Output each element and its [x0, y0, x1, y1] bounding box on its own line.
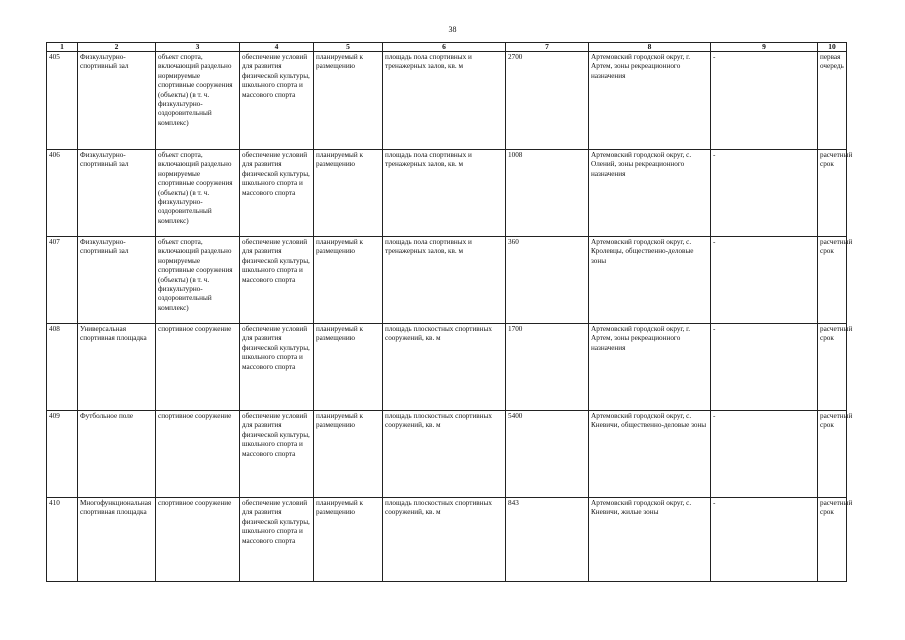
- object-zone: -: [711, 411, 818, 498]
- row-number: 406: [47, 150, 78, 237]
- table-row: [47, 150, 847, 237]
- table-row: [47, 52, 847, 150]
- row-number: 409: [47, 411, 78, 498]
- object-name: Физкультурно-спортивный зал: [78, 150, 156, 237]
- table-row: [47, 498, 847, 582]
- object-type: объект спорта, включающий раздельно нормируемые спортивные сооружения (объекты) (в т. ч. физкультурно-оздоровительный комплекс): [156, 150, 240, 237]
- object-location: Артемовский городской округ, с. Кневичи, жилые зоны: [589, 498, 711, 582]
- object-zone: -: [711, 150, 818, 237]
- column-header: 4: [240, 43, 314, 52]
- object-characteristic: площадь плоскостных спортивных сооружений, кв. м: [383, 411, 506, 498]
- object-term: расчетный срок: [818, 411, 847, 498]
- column-header: 1: [47, 43, 78, 52]
- object-location: Артемовский городской округ, с. Кневичи, общественно-деловые зоны: [589, 411, 711, 498]
- row-number: 410: [47, 498, 78, 582]
- object-status: планируемый к размещению: [314, 150, 383, 237]
- object-name: Физкультурно-спортивный зал: [78, 52, 156, 150]
- object-type: спортивное сооружение: [156, 498, 240, 582]
- object-term: расчетный срок: [818, 498, 847, 582]
- column-header: 2: [78, 43, 156, 52]
- column-header: 7: [506, 43, 589, 52]
- object-type: объект спорта, включающий раздельно нормируемые спортивные сооружения (объекты) (в т. ч. физкультурно-оздоровительный комплекс): [156, 237, 240, 324]
- object-status: планируемый к размещению: [314, 237, 383, 324]
- object-zone: -: [711, 498, 818, 582]
- object-status: планируемый к размещению: [314, 52, 383, 150]
- object-name: Многофункциональная спортивная площадка: [78, 498, 156, 582]
- column-header: 8: [589, 43, 711, 52]
- object-purpose: обеспечение условий для развития физической культуры, школьного спорта и массового спорта: [240, 52, 314, 150]
- object-type: спортивное сооружение: [156, 411, 240, 498]
- object-zone: -: [711, 324, 818, 411]
- object-term: первая очередь: [818, 52, 847, 150]
- object-type: объект спорта, включающий раздельно нормируемые спортивные сооружения (объекты) (в т. ч. физкультурно-оздоровительный комплекс): [156, 52, 240, 150]
- object-status: планируемый к размещению: [314, 324, 383, 411]
- object-purpose: обеспечение условий для развития физической культуры, школьного спорта и массового спорта: [240, 324, 314, 411]
- object-name: Физкультурно-спортивный зал: [78, 237, 156, 324]
- column-header: 6: [383, 43, 506, 52]
- column-number-row: [47, 43, 847, 52]
- object-term: расчетный срок: [818, 324, 847, 411]
- object-zone: -: [711, 237, 818, 324]
- page-number: 38: [448, 25, 457, 34]
- object-value: 2700: [506, 52, 589, 150]
- table-row: [47, 324, 847, 411]
- object-status: планируемый к размещению: [314, 411, 383, 498]
- object-characteristic: площадь плоскостных спортивных сооружений, кв. м: [383, 324, 506, 411]
- object-value: 5400: [506, 411, 589, 498]
- column-header: 5: [314, 43, 383, 52]
- object-value: 843: [506, 498, 589, 582]
- planned-objects-table: [46, 42, 853, 582]
- column-header: 9: [711, 43, 818, 52]
- object-characteristic: площадь пола спортивных и тренажерных залов, кв. м: [383, 150, 506, 237]
- object-location: Артемовский городской округ, г. Артем, зоны рекреационного назначения: [589, 324, 711, 411]
- object-purpose: обеспечение условий для развития физической культуры, школьного спорта и массового спорта: [240, 237, 314, 324]
- object-value: 360: [506, 237, 589, 324]
- object-value: 1700: [506, 324, 589, 411]
- row-number: 407: [47, 237, 78, 324]
- column-header: 10: [818, 43, 847, 52]
- object-purpose: обеспечение условий для развития физической культуры, школьного спорта и массового спорта: [240, 150, 314, 237]
- object-location: Артемовский городской округ, с. Олений, зоны рекреационного назначения: [589, 150, 711, 237]
- object-location: Артемовский городской округ, г. Артем, зоны рекреационного назначения: [589, 52, 711, 150]
- row-number: 405: [47, 52, 78, 150]
- column-header: 3: [156, 43, 240, 52]
- object-purpose: обеспечение условий для развития физической культуры, школьного спорта и массового спорта: [240, 411, 314, 498]
- object-name: Универсальная спортивная площадка: [78, 324, 156, 411]
- object-purpose: обеспечение условий для развития физической культуры, школьного спорта и массового спорта: [240, 498, 314, 582]
- object-type: спортивное сооружение: [156, 324, 240, 411]
- object-status: планируемый к размещению: [314, 498, 383, 582]
- object-value: 1008: [506, 150, 589, 237]
- object-name: Футбольное поле: [78, 411, 156, 498]
- object-zone: -: [711, 52, 818, 150]
- object-characteristic: площадь пола спортивных и тренажерных залов, кв. м: [383, 52, 506, 150]
- object-location: Артемовский городской округ, с. Кролевцы, общественно-деловые зоны: [589, 237, 711, 324]
- table-row: [47, 411, 847, 498]
- row-number: 408: [47, 324, 78, 411]
- object-term: расчетный срок: [818, 150, 847, 237]
- table-row: [47, 237, 847, 324]
- object-characteristic: площадь пола спортивных и тренажерных залов, кв. м: [383, 237, 506, 324]
- object-characteristic: площадь плоскостных спортивных сооружений, кв. м: [383, 498, 506, 582]
- object-term: расчетный срок: [818, 237, 847, 324]
